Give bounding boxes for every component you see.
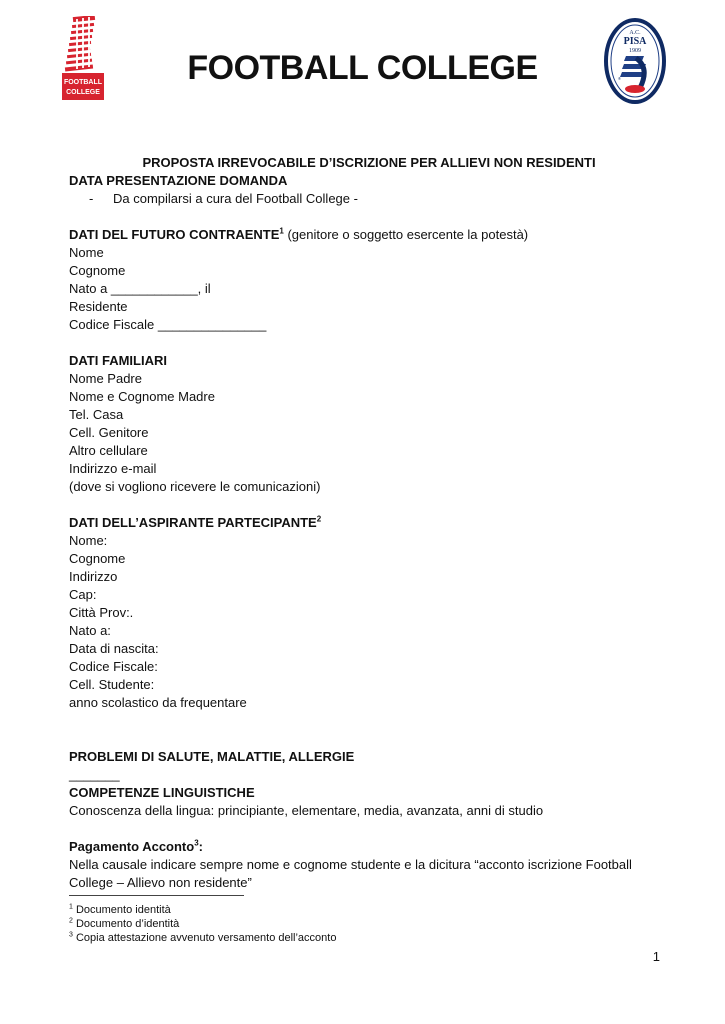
footnote: [69, 903, 669, 917]
family-field: Nome Padre: [69, 371, 142, 386]
languages-section-title: COMPETENZE LINGUISTICHE: [69, 785, 255, 800]
participant-field: Data di nascita:: [69, 641, 159, 656]
submission-note-text: Da compilarsi a cura del Football College -: [113, 191, 358, 206]
participant-field: Nato a:: [69, 623, 111, 638]
footnote-text: Documento identità: [72, 904, 171, 916]
svg-text:1909: 1909: [629, 48, 641, 54]
submission-note: [69, 190, 669, 208]
footnote-separator: [69, 895, 244, 896]
contractor-field: Cognome: [69, 263, 126, 278]
family-field: (dove si vogliono ricevere le comunicazioni): [69, 479, 321, 494]
participant-field: Codice Fiscale:: [69, 659, 158, 674]
payment-text-line: Nella causale indicare sempre nome e cognome studente e la dicitura “acconto iscrizione Football: [69, 857, 632, 872]
participant-field: Cap:: [69, 587, 97, 602]
contractor-field: Residente: [69, 299, 128, 314]
participant-section-title: [69, 514, 669, 532]
footnote-ref-2: 2: [316, 514, 322, 524]
languages-text: Conoscenza della lingua: principiante, elementare, media, avanzata, anni di studio: [69, 803, 544, 818]
document-heading: PROPOSTA IRREVOCABILE D’ISCRIZIONE PER ALLIEVI NON RESIDENTI: [142, 155, 596, 170]
contractor-section-title: [69, 226, 669, 244]
payment-text-line: College – Allievo non residente”: [69, 875, 252, 890]
participant-field: Cell. Studente:: [69, 677, 155, 692]
participant-field: Indirizzo: [69, 569, 118, 584]
footnote-ref-3: 3: [194, 838, 199, 848]
family-field: Nome e Cognome Madre: [69, 389, 215, 404]
contractor-field: Nato a ____________, il: [69, 281, 211, 296]
footnote-number: 3: [69, 931, 73, 939]
footnote-ref-1: 1: [279, 226, 284, 236]
participant-title: DATI DELL’ASPIRANTE PARTECIPANTE: [69, 515, 317, 530]
page-number: 1: [652, 949, 660, 964]
participant-field: Città Prov:.: [69, 605, 134, 620]
svg-text:®: ®: [618, 76, 621, 81]
family-field: Indirizzo e-mail: [69, 461, 157, 476]
submission-note-dash: -: [89, 191, 94, 206]
footnote-text: Copia attestazione avvenuto versamento dell’acconto: [72, 932, 337, 944]
participant-field: Nome:: [69, 533, 108, 548]
footnote-text: Documento d’identità: [72, 918, 180, 930]
submission-date-label: DATA PRESENTAZIONE DOMANDA: [69, 173, 288, 188]
footnote-number: 1: [69, 903, 73, 911]
contractor-field: Codice Fiscale _______________: [69, 317, 267, 332]
footnote: [69, 917, 669, 931]
participant-field: anno scolastico da frequentare: [69, 695, 247, 710]
payment-title: Pagamento Acconto: [69, 839, 195, 854]
footnote: [69, 931, 669, 945]
family-field: Cell. Genitore: [69, 425, 149, 440]
family-field: Tel. Casa: [69, 407, 124, 422]
page-title: FOOTBALL COLLEGE: [187, 49, 538, 87]
svg-text:COLLEGE: COLLEGE: [66, 89, 100, 96]
participant-field: Cognome: [69, 551, 126, 566]
contractor-title: DATI DEL FUTURO CONTRAENTE: [69, 227, 280, 242]
footnotes: [69, 903, 669, 945]
svg-text:A.C.: A.C.: [629, 30, 641, 36]
svg-text:FOOTBALL: FOOTBALL: [63, 79, 103, 86]
svg-text:PISA: PISA: [623, 36, 647, 47]
footnote-number: 2: [69, 917, 73, 925]
health-blank: _______: [69, 767, 120, 782]
contractor-subtitle: (genitore o soggetto esercente la potestà): [283, 227, 529, 242]
contractor-field: Nome: [69, 245, 104, 260]
payment-colon: :: [198, 839, 203, 854]
payment-section-title: [69, 838, 669, 856]
health-section-title: PROBLEMI DI SALUTE, MALATTIE, ALLERGIE: [69, 749, 355, 764]
family-field: Altro cellulare: [69, 443, 148, 458]
family-section-title: DATI FAMILIARI: [69, 353, 167, 368]
form-body: [69, 154, 669, 892]
ac-pisa-crest: [604, 18, 666, 104]
